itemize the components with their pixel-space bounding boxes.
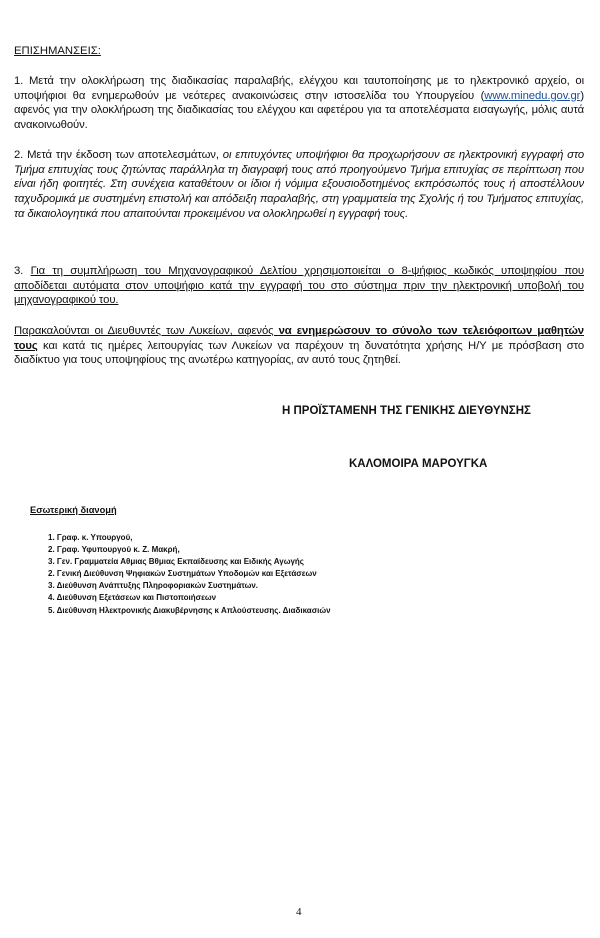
distribution-title: Εσωτερική διανομή xyxy=(30,505,117,515)
paragraph-1 xyxy=(14,74,584,133)
paragraph-3-number: 3. xyxy=(14,265,31,277)
page-number: 4 xyxy=(296,906,302,918)
paragraph-4-bold: να ενημερώσουν το σύνολο των τελειόφοιτων μαθητών τους xyxy=(14,325,584,352)
paragraph-4 xyxy=(14,324,584,368)
distribution-item: 2. Γενική Διεύθυνση Ψηφιακών Συστημάτων Υποδομών και Εξετάσεων xyxy=(48,569,317,579)
notes-heading: ΕΠΙΣΗΜΑΝΣΕΙΣ: xyxy=(14,45,101,57)
distribution-item: 4. Διεύθυνση Εξετάσεων και Πιστοποιήσεων xyxy=(48,593,217,603)
paragraph-3 xyxy=(14,264,584,308)
distribution-item: 3. Διεύθυνση Ανάπτυξης Πληροφοριακών Συστημάτων. xyxy=(48,581,259,591)
paragraph-4-underlined: Παρακαλούνται οι Διευθυντές των Λυκείων, αφενός xyxy=(14,325,279,337)
distribution-item: 3. Γεν. Γραμματεία Αθμιας Βθμιας Εκπαίδευσης και Ειδικής Αγωγής xyxy=(48,557,304,567)
distribution-list xyxy=(48,532,331,617)
paragraph-1-text-end: ) αφενός για την ολοκλήρωση της διαδικασίας του ελέγχου και αφετέρου για τα αποτελέσματα εισαγωγής, μόλις αυτά ανακοινωθούν. xyxy=(14,89,584,132)
signature-name: ΚΑΛΟΜΟΙΡΑ ΜΑΡΟΥΓΚΑ xyxy=(349,458,488,470)
paragraph-2-intro: 2. Μετά την έκδοση των αποτελεσμάτων, xyxy=(14,149,223,161)
signature-title: Η ΠΡΟΪΣΤΑΜΕΝΗ ΤΗΣ ΓΕΝΙΚΗΣ ΔΙΕΥΘΥΝΣΗΣ xyxy=(282,405,531,417)
distribution-item: 5. Διεύθυνση Ηλεκτρονικής Διακυβέρνησης κ Απλούστευσης. Διαδικασιών xyxy=(48,605,331,615)
distribution-item: 2. Γραφ. Υφυπουργού κ. Ζ. Μακρή, xyxy=(48,545,180,555)
paragraph-1-text-start: 1. Μετά την ολοκλήρωση της διαδικασίας παραλαβής, ελέγχου και ταυτοποίησης με το ηλεκτρονικό αρχείο, οι υποψήφιοι θα ενημερωθούν με νεότερες ανακοινώσεις στην ιστοσελίδα του Υπουργείου ( xyxy=(14,75,584,102)
ministry-website-link[interactable]: www.minedu.gov.gr xyxy=(484,89,581,102)
paragraph-2 xyxy=(14,148,584,222)
paragraph-2-italic: οι επιτυχόντες υποψήφιοι θα προχωρήσουν σε ηλεκτρονική εγγραφή στο Τμήμα επιτυχίας τους ζητώντας παράλληλα τη διαγραφή τους από προηγούμενο Τμήμα επιτυχίας σε περίπτωση που είναι ήδη φοιτητές. Στη συνέχεια καταθέτουν οι ίδιοι ή νόμιμα εξουσιοδοτημένος εκπρόσωπός τους ή αποστέλλουν ταχυδρομικά με συστημένη επιστολή και απόδειξη παραλαβής, στη γραμματεία της Σχολής ή του Τμήματος επιτυχίας, τα δικαιολογητικά που απαιτούνται προκειμένου να ολοκληρωθεί η εγγραφή τους. xyxy=(14,149,585,220)
distribution-item: 1. Γραφ. κ. Υπουργού, xyxy=(48,533,133,542)
paragraph-4-rest: και κατά τις ημέρες λειτουργίας των Λυκείων να παρέχουν τη δυνατότητα χρήσης Η/Υ με πρόσβαση στο διαδίκτυο για τους υποψηφίους της ανωτέρω κατηγορίας, αν αυτό τους ζητηθεί. xyxy=(14,339,584,367)
paragraph-3-underlined: Για τη συμπλήρωση του Μηχανογραφικού Δελτίου χρησιμοποιείται ο 8-ψήφιος κωδικός υποψηφίου που αποδίδεται αυτόματα στον υποψήφιο κατά την εγγραφή του στο σύστημα πριν την ηλεκτρονική υποβολή του μηχανογραφικού του. xyxy=(14,265,584,307)
